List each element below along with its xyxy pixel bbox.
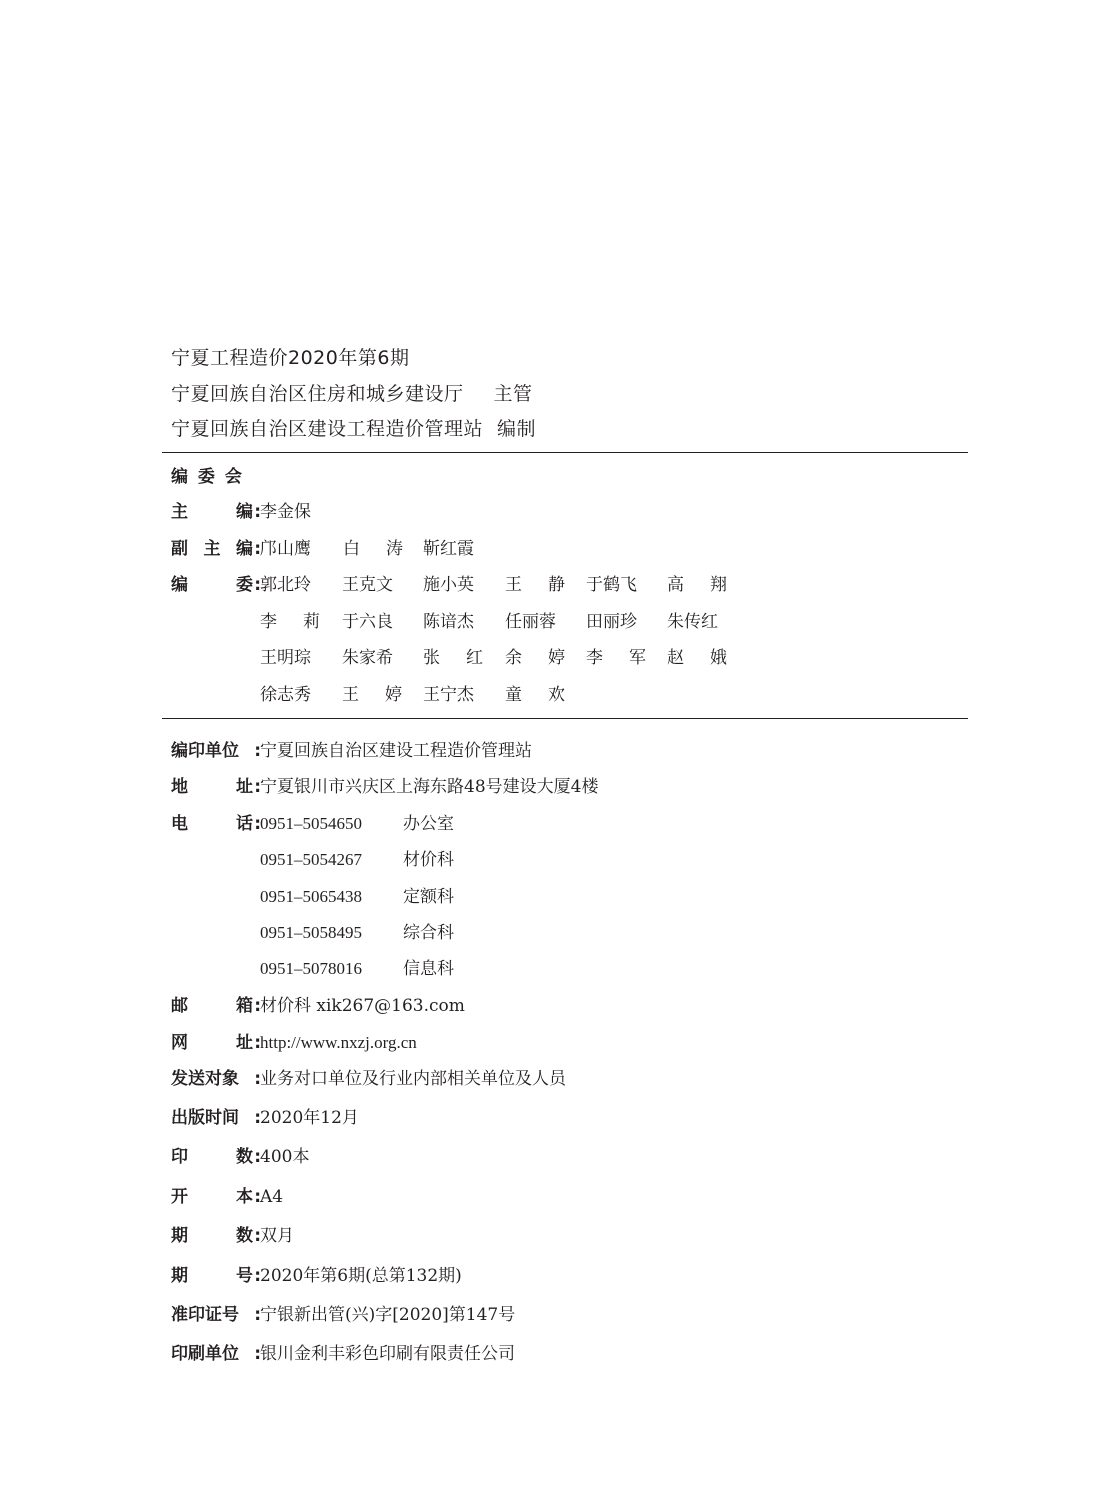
person-name: 赵 娥 — [667, 648, 727, 668]
person-name: 靳红霞 — [423, 539, 474, 559]
format-value: A4 — [260, 1187, 284, 1207]
person-name: 李 莉 — [260, 612, 320, 632]
person-name: 王克文 — [342, 575, 393, 595]
person-name: 张 红 — [423, 648, 483, 668]
person-name: 余 婷 — [505, 648, 565, 668]
audience-label: 发送对象 : — [171, 1069, 261, 1089]
website-label: 网 址 : — [171, 1033, 261, 1053]
copies-label: 印 数 : — [171, 1147, 261, 1167]
email-value[interactable]: 材价科 xik267@163.com — [260, 996, 465, 1016]
permit-value: 宁银新出管(兴)字[2020]第147号 — [260, 1305, 516, 1325]
person-name: 朱家希 — [342, 648, 393, 668]
person-name: 童 欢 — [505, 685, 565, 705]
person-name: 郭北玲 — [260, 575, 311, 595]
top-divider — [162, 452, 968, 453]
phone-number[interactable]: 0951–5054650 — [260, 814, 362, 833]
committee-heading — [171, 463, 244, 489]
phone-number[interactable]: 0951–5058495 — [260, 923, 362, 942]
person-name: 于鹤飞 — [586, 575, 637, 595]
person-name: 于六良 — [342, 612, 393, 632]
email-label: 邮 箱 : — [171, 996, 261, 1016]
person-name: 徐志秀 — [260, 685, 311, 705]
person-name: 王 静 — [505, 575, 565, 595]
website-link[interactable]: http://www.nxzj.org.cn — [260, 1033, 417, 1052]
deputy-editor-label: 副 主 编 : — [171, 539, 261, 559]
printer-value: 银川金利丰彩色印刷有限责任公司 — [260, 1344, 515, 1364]
person-name: 王宁杰 — [423, 685, 474, 705]
person-name: 李 军 — [586, 648, 646, 668]
phone-number[interactable]: 0951–5065438 — [260, 887, 362, 906]
print-unit-label: 编印单位 : — [171, 741, 261, 761]
person-name: 任丽蓉 — [505, 612, 556, 632]
issue-label: 期 号 : — [171, 1266, 261, 1286]
audience-value: 业务对口单位及行业内部相关单位及人员 — [260, 1069, 566, 1089]
phone-department: 综合科 — [403, 923, 454, 943]
chief-editor-label: 主 编 : — [171, 502, 261, 522]
phone-label: 电 话 : — [171, 814, 261, 834]
address-label: 地 址 : — [171, 777, 261, 797]
pub-date-value: 2020年12月 — [260, 1108, 359, 1128]
compiler-line — [171, 414, 536, 441]
person-name: 王 婷 — [342, 685, 402, 705]
person-name: 施小英 — [423, 575, 474, 595]
supervisor-role: 主管 — [493, 383, 533, 405]
person-name: 王明琮 — [260, 648, 311, 668]
middle-divider — [162, 718, 968, 719]
phone-department: 材价科 — [403, 850, 454, 870]
person-name: 田丽珍 — [586, 612, 637, 632]
person-name: 邝山鹰 — [260, 539, 311, 559]
phone-department: 办公室 — [403, 814, 454, 834]
phone-department: 定额科 — [403, 887, 454, 907]
permit-label: 准印证号 : — [171, 1305, 261, 1325]
frequency-label: 期 数 : — [171, 1226, 261, 1246]
journal-title: 宁夏工程造价2020年第6期 — [171, 347, 410, 369]
frequency-value: 双月 — [260, 1226, 294, 1246]
supervisor-line — [171, 379, 533, 406]
person-name: 朱传红 — [667, 612, 718, 632]
phone-department: 信息科 — [403, 959, 454, 979]
members-label: 编 委 : — [171, 575, 261, 595]
issue-value: 2020年第6期(总第132期) — [260, 1266, 462, 1286]
phone-number[interactable]: 0951–5054267 — [260, 850, 362, 869]
print-unit-value: 宁夏回族自治区建设工程造价管理站 — [260, 741, 532, 761]
format-label: 开 本 : — [171, 1187, 261, 1207]
phone-number[interactable]: 0951–5078016 — [260, 959, 362, 978]
compiler-org: 宁夏回族自治区建设工程造价管理站 — [171, 418, 484, 440]
person-name: 陈谙杰 — [423, 612, 474, 632]
person-name: 高 翔 — [667, 575, 727, 595]
printer-label: 印刷单位 : — [171, 1344, 261, 1364]
person-name: 白 涛 — [343, 539, 403, 559]
pub-date-label: 出版时间 : — [171, 1108, 261, 1128]
chief-editor-name: 李金保 — [260, 502, 311, 522]
compiler-role: 编制 — [497, 418, 537, 440]
supervisor-org: 宁夏回族自治区住房和城乡建设厅 — [171, 383, 464, 405]
address-value: 宁夏银川市兴庆区上海东路48号建设大厦4楼 — [260, 777, 599, 797]
committee-title: 编 委 会 — [171, 467, 244, 487]
copies-value: 400本 — [260, 1147, 310, 1167]
